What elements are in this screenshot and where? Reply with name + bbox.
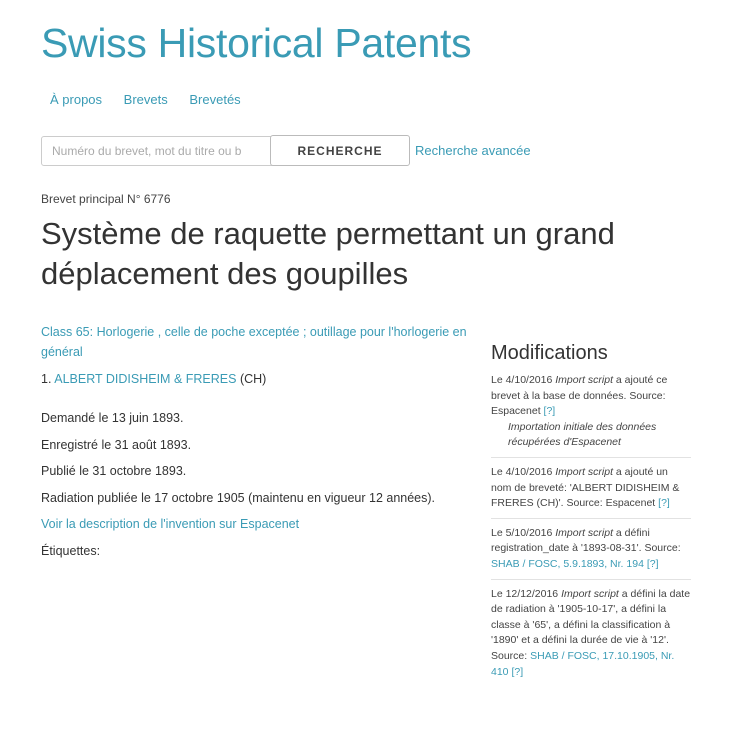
mod-source-link[interactable]: SHAB / FOSC, 17.10.1905, Nr. 410 <box>491 649 675 678</box>
advanced-search-link[interactable]: Recherche avancée <box>415 143 531 158</box>
mod-date: Le 5/10/2016 <box>491 526 553 539</box>
patent-dates <box>41 411 435 570</box>
mod-text: a ajouté un nom de breveté: 'ALBERT DIDISHEIM & FRERES (CH)'. Source: Espacenet <box>491 465 680 510</box>
page-title: Système de raquette permettant un grand déplacement des goupilles <box>41 216 615 291</box>
owner-line <box>41 372 266 386</box>
requested-date: Demandé le 13 juin 1893. <box>41 411 184 425</box>
registered-date: Enregistré le 31 août 1893. <box>41 437 192 452</box>
radiation-date: Radiation publiée le 17 octobre 1905 (maintenu en vigueur 12 années). <box>41 490 436 505</box>
mod-actor: Import script <box>555 374 613 386</box>
mod-text: a défini la date de radiation à '1905-10-17', a défini la classe à '65', a défini la classification à '1890' et a défini la durée de vie à '12'. Source: <box>491 587 691 662</box>
patent-number: Brevet principal N° 6776 <box>41 192 171 206</box>
search-input[interactable] <box>41 136 275 166</box>
nav-item-patentees[interactable]: Brevetés <box>189 92 241 107</box>
mod-actor: Import script <box>555 465 613 478</box>
owner-link[interactable]: ALBERT DIDISHEIM & FRERES <box>54 372 237 386</box>
nav-item-patents[interactable]: Brevets <box>123 92 168 107</box>
main-nav <box>50 92 259 107</box>
mod-actor: Import script <box>561 587 619 600</box>
modifications-panel <box>491 342 691 693</box>
modification-entry <box>491 526 691 580</box>
modifications-heading: Modifications <box>491 342 608 364</box>
mod-ref-link[interactable]: [?] <box>511 665 524 678</box>
class-link[interactable]: Class 65: Horlogerie , celle de poche exceptée ; outillage pour l'horlogerie en général <box>41 325 467 359</box>
owner-country: (CH) <box>239 372 267 386</box>
modification-entry <box>491 373 691 458</box>
tags-label: Étiquettes: <box>41 543 101 558</box>
mod-ref-link[interactable]: [?] <box>658 497 670 510</box>
mod-text: a défini registration_date à '1893-08-31'. Source: <box>491 526 681 555</box>
modification-entry <box>491 587 691 687</box>
mod-quote: Importation initiale des données récupérées d'Espacenet <box>508 420 657 449</box>
site-title[interactable]: Swiss Historical Patents <box>41 20 472 66</box>
mod-actor: Import script <box>555 526 613 539</box>
patent-class <box>41 322 481 362</box>
mod-ref-link[interactable]: [?] <box>543 405 556 418</box>
mod-date: Le 12/12/2016 <box>491 587 559 600</box>
mod-text: a ajouté ce brevet à la base de données. Source: Espacenet <box>491 374 668 418</box>
espacenet-link[interactable]: Voir la description de l'invention sur Espacenet <box>41 517 300 531</box>
mod-date: Le 4/10/2016 <box>491 465 553 478</box>
owner-index: 1. <box>41 372 52 386</box>
search-button[interactable]: RECHERCHE <box>270 135 410 166</box>
mod-date: Le 4/10/2016 <box>491 374 553 386</box>
modification-entry <box>491 465 691 519</box>
mod-source-link[interactable]: SHAB / FOSC, 5.9.1893, Nr. 194 <box>491 557 644 570</box>
mod-ref-link[interactable]: [?] <box>646 557 659 570</box>
published-date: Publié le 31 octobre 1893. <box>41 464 187 478</box>
nav-item-about[interactable]: À propos <box>50 92 103 107</box>
